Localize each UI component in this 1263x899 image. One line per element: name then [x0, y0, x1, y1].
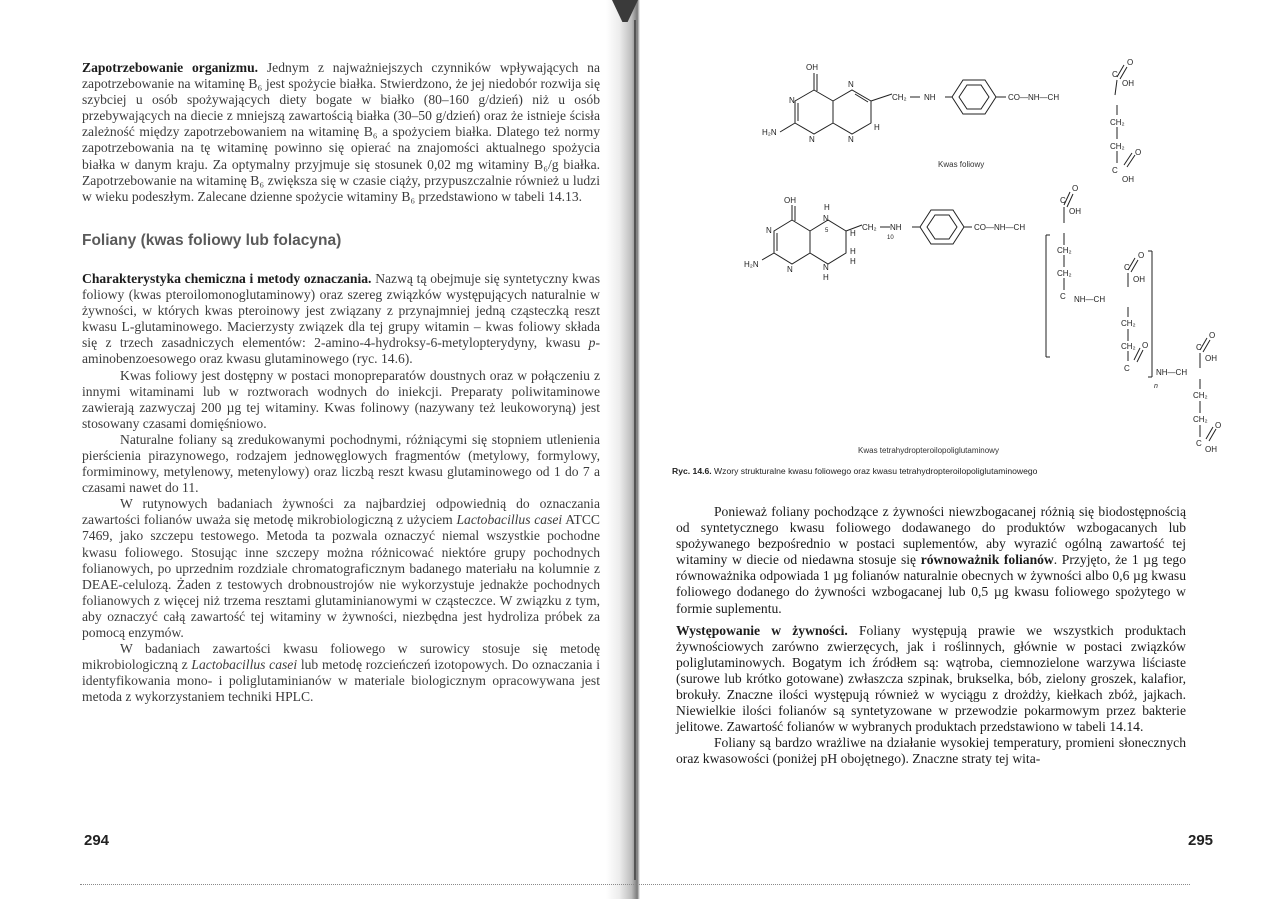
text-zapotrzebowanie: Jednym z najważniejszych czynników wpływających na zapotrzebowanie na witaminę B₆ jest spożycie białka. Stwierdzono, że jej niedobór rozwija się szybciej u osób spożywających diety bogate w białko (80–160 g/dzień) niż u osób przebywających na diecie z mniejszą zawartością białka (30–50 g/dzień) oraz że istnieje ścisła zależność między zapotrzebowaniem na witaminę B₆ a spożyciem białka. Dlatego też normy zapotrzebowania na tę witaminę powinno się opierać na znajomości aktualnego spożycia białka w danym kraju. Za optymalny przyjmuje się stosunek 0,02 mg witaminy B₆/g białka. Zapotrzebowanie na witaminę B₆ zwiększa się w czasie ciąży, przypuszczalnie również u ludzi w wieku podeszłym. Zalecane dzienne spożycie witaminy B₆ przedstawiono w tabeli 14.13.	[82, 60, 600, 204]
page-number-right: 295	[1188, 832, 1214, 849]
atom-label: O	[1142, 341, 1149, 350]
atom-label: C	[1196, 439, 1202, 448]
atom-label: N	[823, 263, 829, 272]
paragraph-kwas-foliowy-dostepny: Kwas foliowy jest dostępny w postaci monopreparatów doustnych oraz w połączeniu z innymi witaminami lub w roztworach wodnych do iniekcji. Preparaty poliwitaminowe zawierają zazwyczaj 200 µg tej witaminy. Kwas folinowy (nazywany też leukoworyną) jest stosowany czasami domięśniowo.	[82, 367, 600, 431]
label-kwas-foliowy: Kwas foliowy	[938, 160, 985, 169]
atom-label: CO—NH—CH	[974, 223, 1026, 232]
section-heading-foliany: Foliany (kwas foliowy lub folacyna)	[82, 231, 342, 249]
chemical-structures-svg	[744, 55, 1262, 475]
atom-label: C	[1124, 364, 1130, 373]
lead-wystepowanie: Występowanie w żywności.	[676, 622, 848, 638]
atom-label: CH₂	[1057, 246, 1072, 255]
text-rownowaznik-b: . Przyjęto, że 1 µg tego równoważnika odpowiada 1 µg folianów naturalnie obecnych w żywności albo 0,6 µg kwasu foliowego dodanego do żywności wzbogacanej lub 0,5 µg kwasu foliowego spożytego w formie suplementu.	[676, 552, 1186, 616]
atom-label: C	[1060, 196, 1066, 205]
thf-structure	[744, 184, 1221, 455]
atom-label: O	[1135, 148, 1142, 157]
atom-label: OH	[1133, 275, 1145, 284]
scan-bottom-edge	[80, 884, 1190, 886]
text-rownowaznik-bold: równoważnik folianów	[920, 552, 1054, 568]
text-charakterystyka-c: -aminobenzoesowego oraz kwasu glutaminowego (ryc. 14.6).	[82, 335, 600, 367]
atom-label: CH₂	[1057, 269, 1072, 278]
atom-label: H₂N	[744, 260, 759, 269]
atom-label: O	[1215, 421, 1222, 430]
caption-text: Wzory strukturalne kwasu foliowego oraz kwasu tetrahydropteroilopoliglutaminowego	[711, 466, 1038, 476]
lead-charakterystyka: Charakterystyka chemiczna i metody oznaczania.	[82, 270, 372, 286]
text-charakterystyka-b: -glutaminowego. Macierzysty związek dla tej grupy witamin – kwas foliowy składa się z trzech zasadniczych elementów: 2-amino-4-hydroksy-6-metylopterydyny, kwasu	[82, 319, 600, 351]
figure-structural-formulas	[744, 55, 1262, 475]
atom-label: H	[823, 273, 829, 282]
atom-label: O	[1209, 331, 1216, 340]
atom-label: NH	[890, 223, 902, 232]
paragraph-zapotrzebowanie	[82, 60, 600, 205]
text-lactobacillus-1: Lactobacillus casei	[456, 512, 563, 528]
atom-label: H	[850, 257, 856, 266]
label-kwas-tetrahydro: Kwas tetrahydropteroilopoliglutaminowy	[858, 446, 999, 455]
text-rutynowe-b: ATCC 7469, jako szczepu testowego. Metoda ta pozwala oznaczyć niemal wszystkie pochodne kwasu foliowego. Stosując inne szczepy można różnicować niektóre grupy pochodnych folianowych, po uprzednim rozdziale chromatograficznym badanego materiału na kolumnie z DEAE-celulozą. Żaden z testowych drobnoustrojów nie wykorzystuje jednakże pochodnych folianowych z więcej niż trzema resztami glutaminianowymi w cząsteczce. W związku z tym, aby oznaczyć całą zawartość tej witaminy w żywności, niezbędna jest hydroliza próbek za pomocą enzymów.	[82, 512, 600, 640]
left-text-column	[82, 60, 600, 705]
atom-label: 10	[887, 235, 894, 241]
atom-label: NH—CH	[1074, 295, 1106, 304]
atom-label: C	[1112, 70, 1118, 79]
atom-label: H	[850, 229, 856, 238]
paragraph-rutynowe-badania	[82, 496, 600, 641]
text-rutynowe-a: W rutynowych badaniach żywności za najbardziej odpowiednią do oznaczania zawartości folianów uważa się metodę mikrobiologiczną z użyciem	[82, 496, 600, 528]
text-lactobacillus-2: Lactobacillus casei	[191, 657, 298, 673]
paragraph-naturalne-foliany: Naturalne foliany są zredukowanymi pochodnymi, różniącymi się stopniem utlenienia pierścienia pirazynowego, rodzajem jednowęglowych fragmentów (metylowy, formylowy, formiminowy, metylenowy, metenylowy) oraz liczbą reszt kwasu glutaminowego od 1 do 7 a czasami nawet do 11.	[82, 431, 600, 496]
atom-label: OH	[1122, 79, 1134, 88]
paragraph-rownowaznik	[676, 504, 1186, 617]
text-wystepowanie: Foliany występują prawie we wszystkich produktach żywnościowych zarówno zwierzęcych, jak i roślinnych, głównie w postaci związków poliglutaminowych. Bogatym ich źródłem są: wątroba, ciemnozielone warzywa liściaste (surowe lub krótko gotowane) zwłaszcza szpinak, brukselka, bób, zielony groszek, kalafior, brokuły. Znaczne ilości występują również w wyciągu z drożdży, kiełkach zbóż, jajkach. Niewielkie ilości folianów są syntetyzowane w przewodzie pokarmowym przez bakterie jelitowe. Zawartość folianów w wybranych produktach przedstawiono w tabeli 14.14.	[676, 622, 1186, 735]
atom-label: H	[824, 203, 830, 212]
atom-label: N	[809, 135, 815, 144]
page-number-left: 294	[84, 832, 110, 849]
right-text-column	[676, 504, 1186, 768]
atom-label: H	[850, 247, 856, 256]
atom-label: OH	[1205, 445, 1217, 454]
atom-label: N	[848, 135, 854, 144]
atom-label: C	[1124, 263, 1130, 272]
caption-label: Ryc. 14.6.	[672, 466, 712, 476]
atom-label: C	[1112, 166, 1118, 175]
folic-acid-structure	[762, 58, 1141, 184]
atom-label: OH	[784, 196, 796, 205]
atom-label: CH₂	[1121, 342, 1136, 351]
atom-label: C	[1060, 292, 1066, 301]
text-surowica-b: lub metodę rozcieńczeń izotopowych. Do oznaczania i identyfikowania mono- i poliglutaminianów w materiale biologicznym opracowywana jest metoda z wykorzystaniem techniki HPLC.	[82, 657, 600, 705]
atom-label: N	[823, 214, 829, 223]
atom-label: N	[766, 226, 772, 235]
paragraph-wrazliwosc: Foliany są bardzo wrażliwe na działanie wysokiej temperatury, promieni słonecznych oraz kwasowości (poniżej pH obojętnego). Znaczne straty tej wita-	[676, 735, 1186, 767]
paragraph-surowica	[82, 641, 600, 705]
atom-label: CH₂	[1110, 142, 1125, 151]
figure-caption	[672, 466, 1232, 476]
atom-label: CO—NH—CH	[1008, 93, 1060, 102]
atom-label: OH	[806, 63, 818, 72]
right-page	[632, 0, 1263, 899]
atom-label: N	[789, 96, 795, 105]
atom-label: NH	[924, 93, 936, 102]
atom-label: OH	[1205, 354, 1217, 363]
text-l-prefix: L	[121, 319, 130, 335]
atom-label: OH	[1122, 175, 1134, 184]
text-rownowaznik-a: Ponieważ foliany pochodzące z żywności niewzbogacanej różnią się biodostępnością od syntetycznego kwasu foliowego dodawanego do produktów wzbogacanych lub spożywanego bezpośrednio w postaci suplementów, aby wyrazić ogólną zawartość tej witaminy w diecie od niedawna stosuje się	[676, 504, 1186, 568]
atom-label: CH₂	[1193, 415, 1208, 424]
atom-label: OH	[1069, 207, 1081, 216]
atom-label: 5	[825, 228, 829, 234]
atom-label: CH₂	[862, 223, 877, 232]
text-p-prefix: p	[588, 335, 596, 351]
atom-label: H₂N	[762, 128, 777, 137]
text-surowica-a: W badaniach zawartości kwasu foliowego w surowicy stosuje się metodę mikrobiologiczną z	[82, 641, 600, 673]
atom-label: C	[1196, 343, 1202, 352]
atom-label: O	[1138, 251, 1145, 260]
atom-label: O	[1127, 58, 1134, 67]
atom-label: O	[1072, 184, 1079, 193]
atom-label: N	[787, 265, 793, 274]
atom-label: H	[874, 123, 880, 132]
atom-label: CH₂	[1121, 319, 1136, 328]
atom-label: CH₂	[1193, 391, 1208, 400]
atom-label: N	[848, 80, 854, 89]
atom-label: n	[1154, 383, 1158, 390]
paragraph-wystepowanie	[676, 623, 1186, 736]
paragraph-charakterystyka	[82, 271, 600, 368]
text-charakterystyka-a: Nazwą tą obejmuje się syntetyczny kwas foliowy (kwas pteroilomonoglutaminowy) oraz szereg związków występujących naturalnie w żywności, w których kwas pteroinowy jest związany z przynajmniej jedną cząsteczką reszt kwasu	[82, 270, 600, 335]
atom-label: NH—CH	[1156, 368, 1188, 377]
atom-label: CH₂	[892, 93, 907, 102]
atom-label: CH₂	[1110, 118, 1125, 127]
lead-zapotrzebowanie: Zapotrzebowanie organizmu.	[82, 60, 259, 75]
